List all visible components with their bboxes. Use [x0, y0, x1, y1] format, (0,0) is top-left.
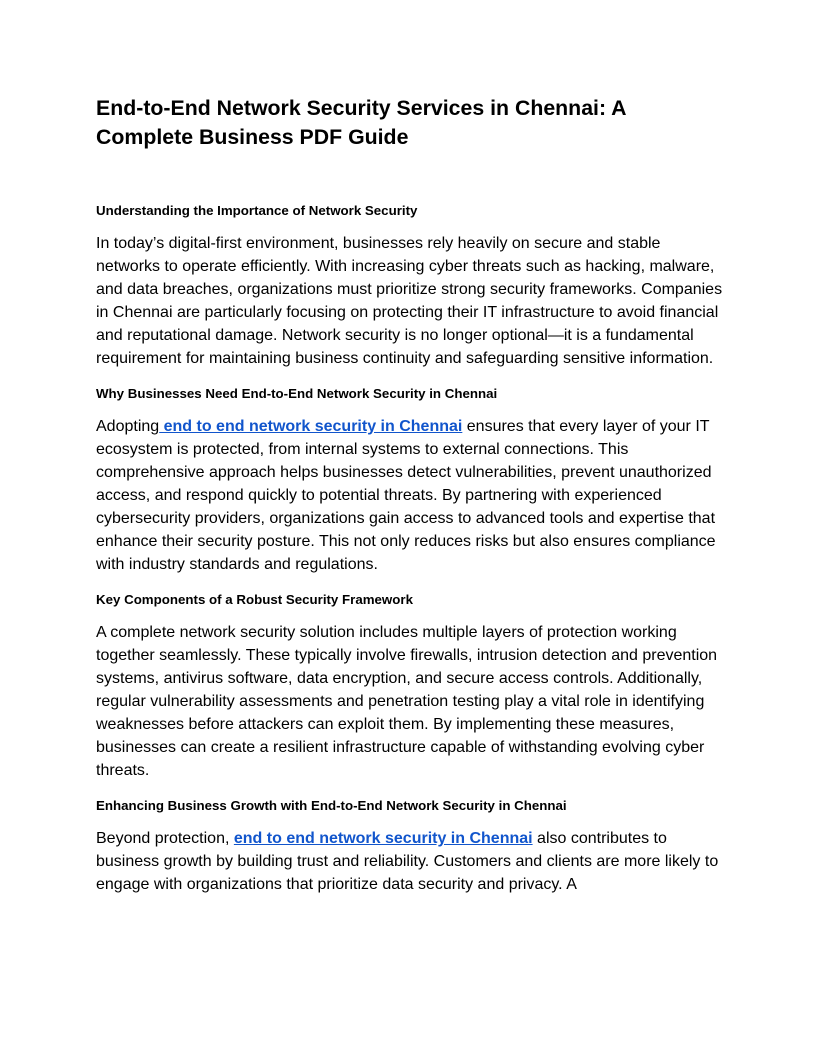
- document-title: End-to-End Network Security Services in Chennai: A Complete Business PDF Guide: [96, 96, 626, 149]
- body-text-after-link: ensures that every layer of your IT ecosystem is protected, from internal systems to external connections. This comprehensive approach helps businesses detect vulnerabilities, prevent unauthorized access, and respond quickly to potential threats. By partnering with experienced cybersecurity providers, organizations gain access to advanced tools and expertise that enhance their security posture. This not only reduces risks but also ensures compliance with industry standards and regulations.: [96, 418, 716, 573]
- body-text-after-link: also contributes to business growth by building trust and reliability. Customers and clients are more likely to engage with organizations that prioritize data security and privacy. A: [96, 830, 719, 893]
- section-heading-why-need: Why Businesses Need End-to-End Network Security in Chennai: [96, 386, 498, 401]
- section-body-why-need: [96, 415, 728, 576]
- section-heading-key-components: Key Components of a Robust Security Framework: [96, 592, 413, 607]
- section-heading-importance: Understanding the Importance of Network Security: [96, 203, 418, 218]
- document-page: [96, 94, 728, 911]
- body-text-before-link: Beyond protection,: [96, 830, 234, 847]
- network-security-link[interactable]: end to end network security in Chennai: [159, 418, 463, 435]
- network-security-link[interactable]: end to end network security in Chennai: [233, 830, 533, 847]
- section-body-business-growth: [96, 827, 728, 896]
- section-heading-business-growth: Enhancing Business Growth with End-to-End Network Security in Chennai: [96, 798, 567, 813]
- body-text-before-link: Adopting: [96, 418, 160, 435]
- section-body-key-components: A complete network security solution includes multiple layers of protection working together seamlessly. These typically involve firewalls, intrusion detection and prevention systems, antivirus software, data encryption, and secure access controls. Additionally, regular vulnerability assessments and penetration testing play a vital role in identifying weaknesses before attackers can exploit them. By implementing these measures, businesses can create a resilient infrastructure capable of withstanding evolving cyber threats.: [96, 624, 718, 779]
- section-body-importance: In today’s digital-first environment, businesses rely heavily on secure and stable networks to operate efficiently. With increasing cyber threats such as hacking, malware, and data breaches, organizations must prioritize strong security frameworks. Companies in Chennai are particularly focusing on protecting their IT infrastructure to avoid financial and reputational damage. Network security is no longer optional—it is a fundamental requirement for maintaining business continuity and safeguarding sensitive information.: [96, 235, 723, 367]
